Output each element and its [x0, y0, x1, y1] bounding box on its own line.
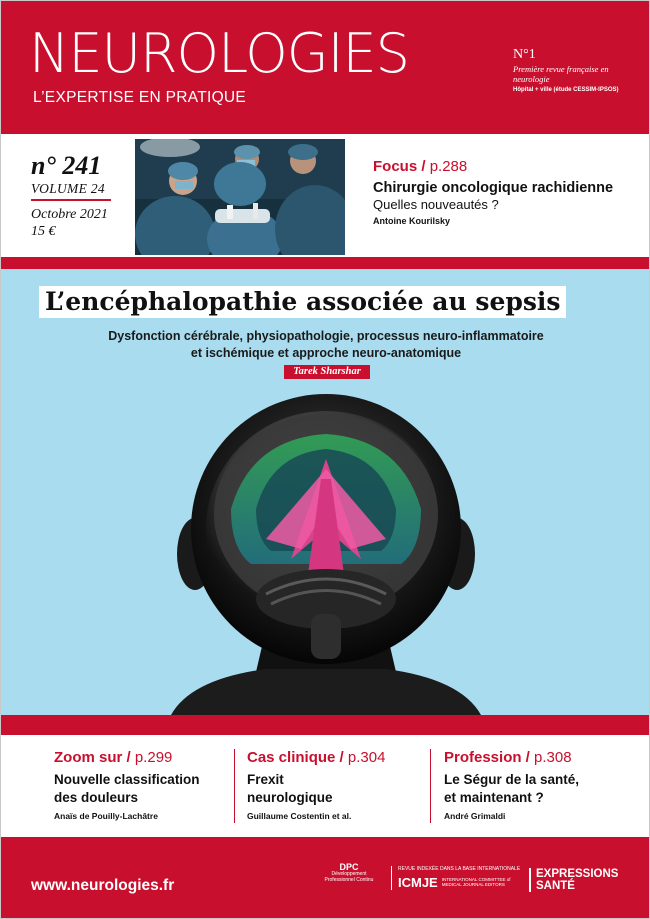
dpc-title: DPC — [339, 862, 359, 872]
publisher-line1: EXPRESSIONS — [536, 868, 619, 880]
dpc-description: Développement Professionnel Continu — [324, 871, 374, 883]
article-zoom-page: p.299 — [134, 749, 173, 766]
focus-title: Chirurgie oncologique rachidienne — [373, 180, 614, 196]
article-profession — [444, 749, 579, 821]
icmje-logo — [391, 866, 523, 890]
brain-illustration — [171, 389, 481, 715]
focus-page: p.288 — [429, 158, 468, 175]
rank-badge: N°1 — [513, 47, 536, 62]
website-link[interactable]: www.neurologies.fr — [31, 877, 175, 894]
article-profession-page: p.308 — [534, 749, 572, 766]
publisher-logo — [529, 868, 618, 892]
feature-title: L’encéphalopathie associée au sepsis — [39, 286, 566, 318]
magazine-title: NEUROLOGIES — [29, 22, 409, 85]
article-cas-title — [247, 771, 385, 806]
article-zoom-author: Anaïs de Pouilly-Lachâtre — [54, 811, 158, 822]
article-profession-heading — [444, 749, 579, 766]
rank-description: Première revue française en neurologie — [513, 64, 609, 84]
icmje-wordmark: ICMJE — [398, 875, 438, 890]
article-zoom-title-line2: des douleurs — [54, 789, 139, 805]
red-band-middle — [1, 715, 650, 735]
issue-number: n° 241 — [31, 151, 102, 180]
rank-source: Hôpital + ville (étude CESSIM-IPSOS) — [513, 87, 619, 93]
article-cas-title-line1: Frexit — [247, 772, 284, 787]
article-profession-title-line1: Le Ségur de la santé, — [444, 772, 580, 787]
issue-volume: VOLUME 24 — [31, 181, 105, 196]
article-cas-heading — [247, 749, 385, 766]
focus-subtitle: Quelles nouveautés ? — [373, 197, 499, 212]
article-zoom-label: Zoom sur / — [54, 749, 131, 766]
article-cas-label: Cas clinique / — [247, 749, 344, 766]
icmje-index-line: REVUE INDEXÉE DANS LA BASE INTERNATIONALE — [398, 866, 521, 872]
feature-author: Tarek Sharshar — [284, 365, 370, 379]
masthead — [1, 1, 650, 134]
article-zoom-heading — [54, 749, 200, 766]
feature-subtitle — [1, 328, 650, 362]
article-cas-title-line2: neurologique — [247, 789, 333, 805]
article-profession-author: André Grimaldi — [444, 811, 506, 822]
issue-date: Octobre 2021 — [31, 207, 108, 222]
article-profession-label: Profession / — [444, 749, 530, 766]
feature-subtitle-line1: Dysfonction cérébrale, physiopathologie, processus neuro-inflammatoire — [108, 329, 544, 343]
article-zoom-title-line1: Nouvelle classification — [54, 772, 200, 787]
issue-price: 15 € — [31, 224, 56, 239]
article-profession-title — [444, 771, 579, 806]
article-zoom-title — [54, 771, 200, 806]
feature-subtitle-line2: et ischémique et approche neuro-anatomique — [190, 345, 462, 360]
article-profession-title-line2: et maintenant ? — [444, 789, 544, 805]
article-cas-author: Guillaume Costentin et al. — [247, 811, 352, 822]
focus-author: Antoine Kourilsky — [373, 216, 451, 226]
article-cas-page: p.304 — [347, 749, 386, 766]
magazine-subtitle: L’EXPERTISE EN PRATIQUE — [33, 89, 247, 106]
issue-divider — [31, 199, 111, 201]
column-divider — [430, 749, 431, 823]
red-band-top — [1, 257, 650, 269]
dpc-logo — [323, 863, 375, 895]
article-cas-clinique — [247, 749, 385, 821]
article-zoom — [54, 749, 200, 821]
focus-label: Focus / — [373, 158, 426, 175]
icmje-description: INTERNATIONAL COMMITTEE of MEDICAL JOURNAL EDITORS — [441, 876, 511, 887]
publisher-line2: SANTÉ — [536, 880, 575, 893]
footer — [1, 837, 650, 919]
focus-heading — [373, 158, 467, 175]
cover-feature — [1, 269, 650, 715]
surgery-photo — [135, 139, 345, 255]
column-divider — [234, 749, 235, 823]
